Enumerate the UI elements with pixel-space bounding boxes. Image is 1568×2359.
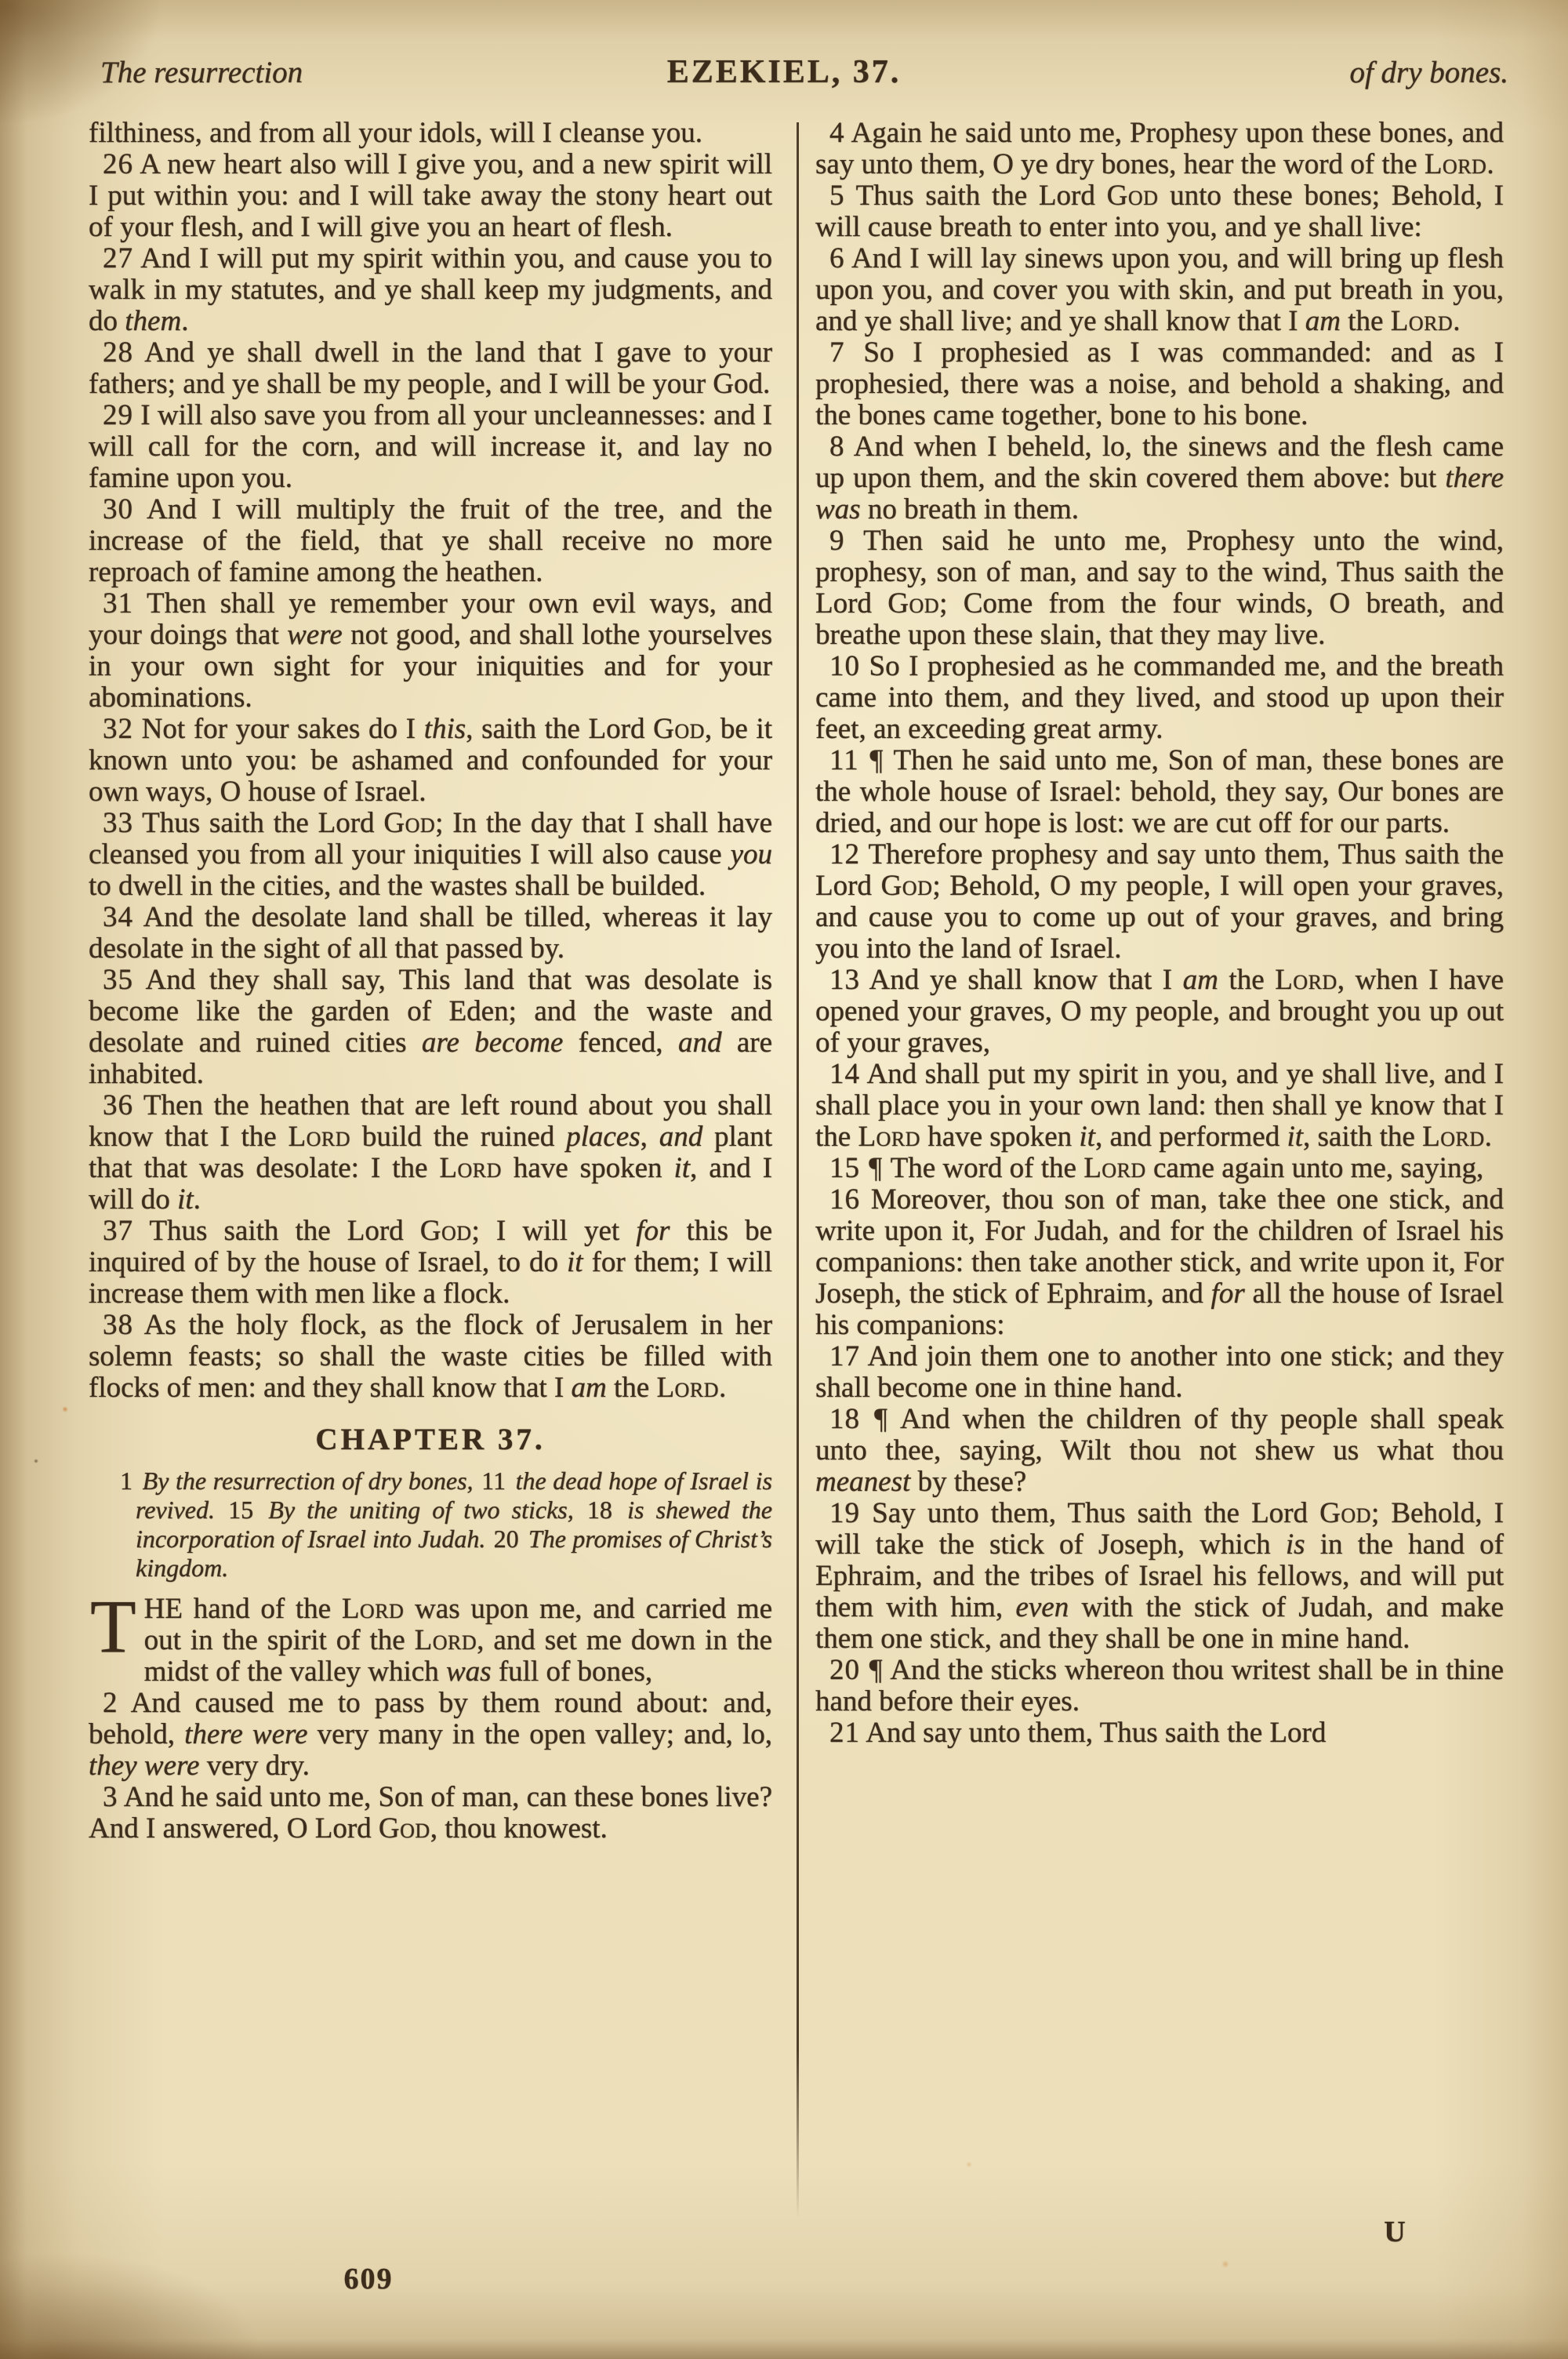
pilcrow-icon: ¶ [874, 1403, 887, 1435]
verse-number: 13 [829, 964, 860, 996]
verse-5: 5 Thus saith the Lord God unto these bones; Behold, I will cause breath to enter into you, and ye shall live: [815, 180, 1504, 243]
verse-16: 16 Moreover, thou son of man, take thee one stick, and write upon it, For Judah, and for the children of Israel his companions: then take another stick, and write upon it, For Joseph, the stick of Ephraim, and for all the house of Israel his companions: [815, 1183, 1504, 1341]
verse-number: 8 [829, 431, 845, 463]
verse-number: 37 [103, 1215, 133, 1247]
verse-1: THE hand of the Lord was upon me, and carried me out in the spirit of the Lord, and set me down in the midst of the valley which was full of bones, [90, 1584, 772, 1688]
verse-29: 29 I will also save you from all your uncleannesses: and I will call for the corn, and will increase it, and lay no famine upon you. [89, 399, 772, 494]
verse-8: 8 And when I beheld, lo, the sinews and the flesh came up upon them, and the skin covered them above: but there was no breath in them. [815, 431, 1504, 525]
pilcrow-icon: ¶ [869, 744, 884, 776]
verse-number: 34 [103, 901, 133, 933]
verse-26: 26 A new heart also will I give you, and a new spirit will I put within you: and I will take away the stony heart out of your flesh, and I will give you an heart of flesh. [89, 148, 772, 243]
verse-number: 4 [829, 117, 845, 149]
verse-2: 2 And caused me to pass by them round about: and, behold, there were very many in the open valley; and, lo, they were very dry. [89, 1687, 772, 1782]
verse-6: 6 And I will lay sinews upon you, and will bring up flesh upon you, and cover you with skin, and put breath in you, and ye shall live; and ye shall know that I am the Lord. [815, 242, 1504, 337]
verse-number: 19 [829, 1497, 860, 1529]
verse-36: 36 Then the heathen that are left round about you shall know that I the Lord build the ruined places, and plant that that was desolate: I the Lord have spoken it, and I will do it. [89, 1089, 773, 1216]
verse-number: 38 [103, 1309, 133, 1341]
verse-19: 19 Say unto them, Thus saith the Lord God; Behold, I will take the stick of Joseph, which is in the hand of Ephraim, and the tribes of Israel his fellows, and will put them with him, even with the stick of Judah, and make them one stick, and they shall be one in mine hand. [815, 1497, 1504, 1655]
summary-verse-ref: 18 [586, 1496, 612, 1524]
verse-7: 7 So I prophesied as I was commanded: and as I prophesied, there was a noise, and behold a shaking, and the bones came together, bone to his bone. [815, 336, 1504, 431]
verse-number: 27 [103, 242, 133, 274]
running-head-left: The resurrection [100, 56, 303, 89]
verse-20: 20 ¶ And the sticks whereon thou writest shall be in thine hand before their eyes. [815, 1654, 1504, 1717]
verse-9: 9 Then said he unto me, Prophesy unto the wind, prophesy, son of man, and say to the wind, Thus saith the Lord God; Come from the four winds, O breath, and breathe upon these slain, that they may live. [815, 525, 1504, 651]
verse-28: 28 And ye shall dwell in the land that I gave to your fathers; and ye shall be my people, and I will be your God. [89, 336, 772, 400]
verse-number: 10 [829, 650, 860, 682]
verse-33: 33 Thus saith the Lord God; In the day that I shall have cleansed you from all your iniquities I will also cause you to dwell in the cities, and the wastes shall be builded. [89, 807, 772, 902]
signature-mark: U [1384, 2215, 1406, 2248]
verse-38: 38 As the holy flock, as the flock of Jerusalem in her solemn feasts; so shall the waste cities be filled with flocks of men: and they shall know that I am the Lord. [89, 1309, 772, 1404]
chapter-summary: 1 By the resurrection of dry bones, 11 the dead hope of Israel is revived. 15 By the uniting of two sticks, 18 is shewed the incorporation of Israel into Judah. 20 The promises of Christ’s kingdom. [120, 1467, 773, 1582]
verse-number: 31 [103, 587, 133, 620]
verse-15: 15 ¶ The word of the Lord came again unto me, saying, [829, 1152, 1484, 1184]
verse-32: 32 Not for your sakes do I this, saith the Lord God, be it known unto you: be ashamed and confounded for your own ways, O house of Israel. [89, 713, 772, 808]
verse-10: 10 So I prophesied as he commanded me, and the breath came into them, and they lived, and stood up upon their feet, an exceeding great army. [815, 650, 1504, 745]
verse-number: 15 [829, 1152, 860, 1184]
right-text-column [815, 118, 1504, 1749]
pilcrow-icon: ¶ [869, 1152, 883, 1184]
summary-verse-ref: 11 [481, 1467, 506, 1495]
verse-number: 5 [829, 180, 845, 212]
chapter-heading: CHAPTER 37. [315, 1423, 546, 1456]
page-number: 609 [343, 2263, 394, 2295]
verse-number: 14 [829, 1058, 860, 1090]
verse-number: 6 [829, 242, 845, 274]
verse-number: 33 [103, 807, 133, 839]
verse-3: 3 And he said unto me, Son of man, can these bones live? And I answered, O Lord God, thou knowest. [89, 1781, 772, 1845]
verse-number: 26 [103, 148, 133, 180]
running-head-title: EZEKIEL, 37. [666, 54, 902, 90]
left-text-column [89, 118, 772, 1845]
verse-number: 18 [829, 1403, 860, 1435]
verse-number: 7 [829, 336, 845, 369]
verse-number: 3 [103, 1781, 118, 1813]
verse-number: 17 [829, 1340, 860, 1372]
verse-14: 14 And shall put my spirit in you, and ye shall live, and I shall place you in your own land: then shall ye know that I the Lord have spoken it, and performed it, saith the Lord. [815, 1058, 1504, 1153]
verse-17: 17 And join them one to another into one stick; and they shall become one in thine hand. [815, 1340, 1504, 1404]
verse-18: 18 ¶ And when the children of thy people shall speak unto thee, saying, Wilt thou not shew us what thou meanest by these? [815, 1403, 1504, 1498]
verse-number: 2 [103, 1687, 118, 1719]
verse-21: 21 And say unto them, Thus saith the Lord [829, 1717, 1327, 1749]
summary-verse-ref: 20 [493, 1525, 519, 1553]
verse-27: 27 And I will put my spirit within you, and cause you to walk in my statutes, and ye shall keep my judgments, and do them. [89, 242, 772, 337]
verse-12: 12 Therefore prophesy and say unto them, Thus saith the Lord God; Behold, O my people, I will open your graves, and cause you to come up out of your graves, and bring you into the land of Israel. [815, 838, 1504, 965]
verse-number: 12 [829, 838, 860, 871]
verse-number: 11 [829, 744, 859, 776]
verse-number: 9 [829, 525, 845, 557]
drop-cap-letter: T [90, 1584, 136, 1668]
summary-verse-ref: 15 [228, 1496, 254, 1524]
verse-number: 36 [103, 1089, 133, 1121]
verse-number: 20 [829, 1654, 860, 1686]
verse-11: 11 ¶ Then he said unto me, Son of man, these bones are the whole house of Israel: behold, they say, Our bones are dried, and our hope is lost: we are cut off for our parts. [815, 744, 1504, 839]
verse-30: 30 And I will multiply the fruit of the tree, and the increase of the field, that ye shall receive no more reproach of famine among the heathen. [89, 493, 772, 588]
verse-13: 13 And ye shall know that I am the Lord, when I have opened your graves, O my people, and brought you up out of your graves, [815, 964, 1504, 1059]
verse-number: 30 [103, 493, 133, 525]
running-head-right: of dry bones. [1349, 56, 1508, 89]
verse-37: 37 Thus saith the Lord God; I will yet for this be inquired of by the house of Israel, to do it for them; I will increase them with men like a flock. [89, 1215, 772, 1310]
verse-number: 29 [103, 399, 133, 431]
verse-35: 35 And they shall say, This land that was desolate is become like the garden of Eden; and the waste and desolate and ruined cities are become fenced, and are inhabited. [89, 964, 773, 1090]
verse-number: 16 [829, 1183, 860, 1216]
pilcrow-icon: ¶ [869, 1654, 883, 1686]
verse-number: 35 [103, 964, 133, 996]
verse-number: 28 [103, 336, 133, 369]
verse-number: 21 [829, 1717, 860, 1749]
verse-34: 34 And the desolate land shall be tilled, whereas it lay desolate in the sight of all that passed by. [89, 901, 772, 965]
verse-4: 4 Again he said unto me, Prophesy upon these bones, and say unto them, O ye dry bones, hear the word of the Lord. [815, 117, 1504, 180]
summary-verse-ref: 1 [120, 1467, 132, 1495]
column-divider-rule [797, 122, 799, 2218]
verse-continuation: filthiness, and from all your idols, will I cleanse you. [89, 117, 703, 149]
verse-number: 32 [103, 713, 133, 745]
verse-31: 31 Then shall ye remember your own evil ways, and your doings that were not good, and shall lothe yourselves in your own sight for your iniquities and for your abominations. [89, 587, 773, 714]
